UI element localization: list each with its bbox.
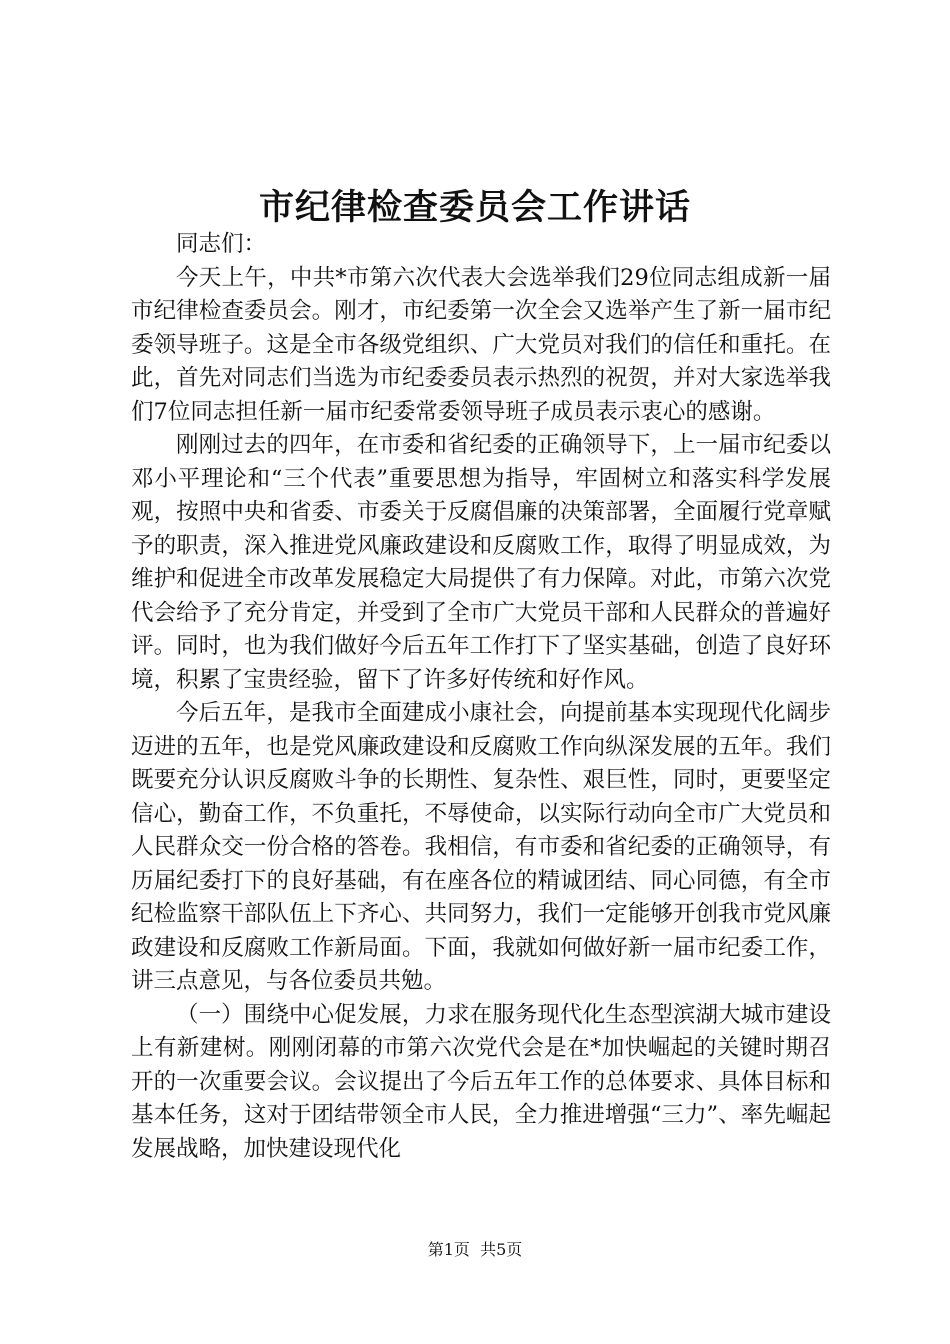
paragraph: 刚刚过去的四年，在市委和省纪委的正确领导下，上一届市纪委以邓小平理论和“三个代表”重要思想为指导，牢固树立和落实科学发展观，按照中央和省委、市委关于反腐倡廉的决策部署，全面履行党章赋予的职责，深入推进党风廉政建设和反腐败工作，取得了明显成效，为维护和促进全市改革发展稳定大局提供了有力保障。对此，市第六次党代会给予了充分肯定，并受到了全市广大党员干部和人民群众的普遍好评。同时，也为我们做好今后五年工作打下了坚实基础，创造了良好环境，积累了宝贵经验，留下了许多好传统和好作风。 <box>131 432 831 693</box>
page-footer <box>0 1238 950 1262</box>
paragraph: 今天上午，中共*市第六次代表大会选举我们29位同志组成新一届市纪律检查委员会。刚才，市纪委第一次全会又选举产生了新一届市纪委领导班子。这是全市各级党组织、广大党员对我们的信任和重托。在此，首先对同志们当选为市纪委委员表示热烈的祝贺，并对大家选举我们7位同志担任新一届市纪委常委领导班子成员表示衷心的感谢。 <box>131 264 831 425</box>
paragraph: （一）围绕中心促发展，力求在服务现代化生态型滨湖大城市建设上有新建树。刚刚闭幕的市第六次党代会是在*加快崛起的关键时期召开的一次重要会议。会议提出了今后五年工作的总体要求、具体目标和基本任务，这对于团结带领全市人民，全力推进增强“三力”、率先崛起发展战略，加快建设现代化 <box>131 1001 831 1162</box>
document-body <box>131 228 831 1166</box>
paragraph: 今后五年，是我市全面建成小康社会，向提前基本实现现代化阔步迈进的五年，也是党风廉政建设和反腐败工作向纵深发展的五年。我们既要充分认识反腐败斗争的长期性、复杂性、艰巨性，同时，更要坚定信心，勤奋工作，不负重托，不辱使命，以实际行动向全市广大党员和人民群众交一份合格的答卷。我相信，有市委和省纪委的正确领导，有历届纪委打下的良好基础，有在座各位的精诚团结、同心同德，有全市纪检监察干部队伍上下齐心、共同努力，我们一定能够开创我市党风廉政建设和反腐败工作新局面。下面，我就如何做好新一届市纪委工作，讲三点意见，与各位委员共勉。 <box>131 700 831 994</box>
page-number: 第1页 共5页 <box>427 1240 523 1259</box>
document-title: 市纪律检查委员会工作讲话 <box>258 187 691 228</box>
salutation: 同志们： <box>176 231 267 257</box>
